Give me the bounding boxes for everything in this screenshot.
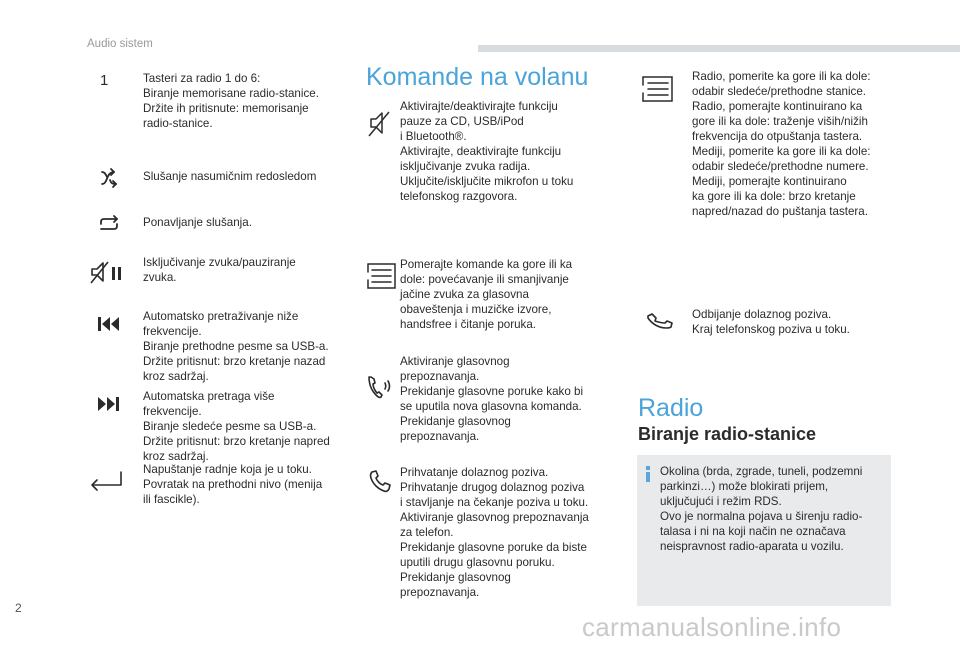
phone-answer-icon xyxy=(369,470,393,494)
entry-scroll-wheel: Radio, pomerite ka gore ili ka dole: odabir sledeće/prethodne stanice. Radio, pomerajte kontinuirano ka gore ili ka dole: traženje viših/nižih frekvencija do otpuštanja tastera. Mediji, pomerite ka gore ili ka dole: odabir sledeće/prethodne numere. Mediji, pomerajte kontinuirano ka gore ili ka dole: brzo kretanje napred/nazad do puštanja tastera. xyxy=(692,70,871,218)
subsection-title-station-selection: Biranje radio-stanice xyxy=(638,424,817,444)
entry-phone-hangup: Odbijanje dolaznog poziva. Kraj telefonskog poziva u toku. xyxy=(692,308,850,336)
running-header-title: Audio sistem xyxy=(87,38,153,50)
shuffle-icon xyxy=(98,167,120,189)
number-1-glyph-text: 1 xyxy=(100,72,109,89)
phone-hangup-icon xyxy=(646,312,674,330)
number-1-glyph xyxy=(100,72,114,90)
info-box-text: Okolina (brda, zgrade, tuneli, podzemni parkinzi…) može blokirati prijem, uključujući i režim RDS. Ovo je normalna pojava u širenju radio- talasa i ni na koji način ne označava neispravnost radio-aparata u vozilu. xyxy=(660,465,863,553)
entry-skip-forward: Automatska pretraga više frekvencije. Biranje sledeće pesme sa USB-a. Držite pritisnut: brzo kretanje napred kroz sadržaj. xyxy=(143,390,330,463)
entry-mute-speaker: Aktivirajte/deaktivirajte funkciju pauze za CD, USB/iPod i Bluetooth®. Aktivirajte, deaktivirajte funkciju isključivanje zvuka radija. Uključite/isključite mikrofon u toku telefonskog razgovora. xyxy=(400,100,574,203)
repeat-icon xyxy=(97,214,121,234)
section-title-radio: Radio xyxy=(638,394,704,422)
header-bar xyxy=(478,45,960,52)
skip-forward-icon xyxy=(98,396,120,412)
skip-back-icon xyxy=(98,316,120,332)
entry-mute-pause: Isključivanje zvuka/pauziranje zvuka. xyxy=(143,256,296,284)
entry-radio-buttons: Tasteri za radio 1 do 6: Biranje memorisane radio-stanice. Držite ih pritisnute: memorisanje radio-stanice. xyxy=(143,72,319,130)
scroll-wheel-icon xyxy=(640,75,676,105)
entry-repeat: Ponavljanje slušanja. xyxy=(143,216,252,229)
entry-back: Napuštanje radnje koja je u toku. Povratak na prethodni nivo (menija ili fascikle). xyxy=(143,463,323,506)
mute-pause-icon xyxy=(90,259,124,287)
back-return-icon xyxy=(90,468,126,492)
mute-speaker-icon xyxy=(367,108,397,138)
volume-wheel-icon xyxy=(365,262,399,292)
section-title-steering-controls: Komande na volanu xyxy=(366,63,589,91)
entry-voice-command: Aktiviranje glasovnog prepoznavanja. Prekidanje glasovne poruke kako bi se uputila nova glasovna komanda. Prekidanje glasovnog prepoznavanja. xyxy=(400,355,584,443)
entry-volume-wheel: Pomerajte komande ka gore ili ka dole: povećavanje ili smanjivanje jačine zvuka za glasovna obaveštenja i muzičke izvore, handsfree i čitanje poruka. xyxy=(400,258,573,331)
entry-skip-back: Automatsko pretraživanje niže frekvencije. Biranje prethodne pesme sa USB-a. Držite pritisnut: brzo kretanje nazad kroz sadržaj. xyxy=(143,310,329,383)
entry-shuffle: Slušanje nasumičnim redosledom xyxy=(143,170,317,183)
page-number: 2 xyxy=(15,601,22,615)
info-icon xyxy=(646,466,650,482)
watermark: carmanualsonline.info xyxy=(582,612,842,642)
entry-phone-answer: Prihvatanje dolaznog poziva. Prihvatanje drugog dolaznog poziva i stavljanje na čekanje poziva u toku. Aktiviranje glasovnog prepoznavanja za telefon. Prekidanje glasovne poruke da biste uputili drugu glasovnu poruku. Prekidanje glasovnog prepoznavanja. xyxy=(400,466,589,599)
voice-command-icon xyxy=(366,373,394,401)
